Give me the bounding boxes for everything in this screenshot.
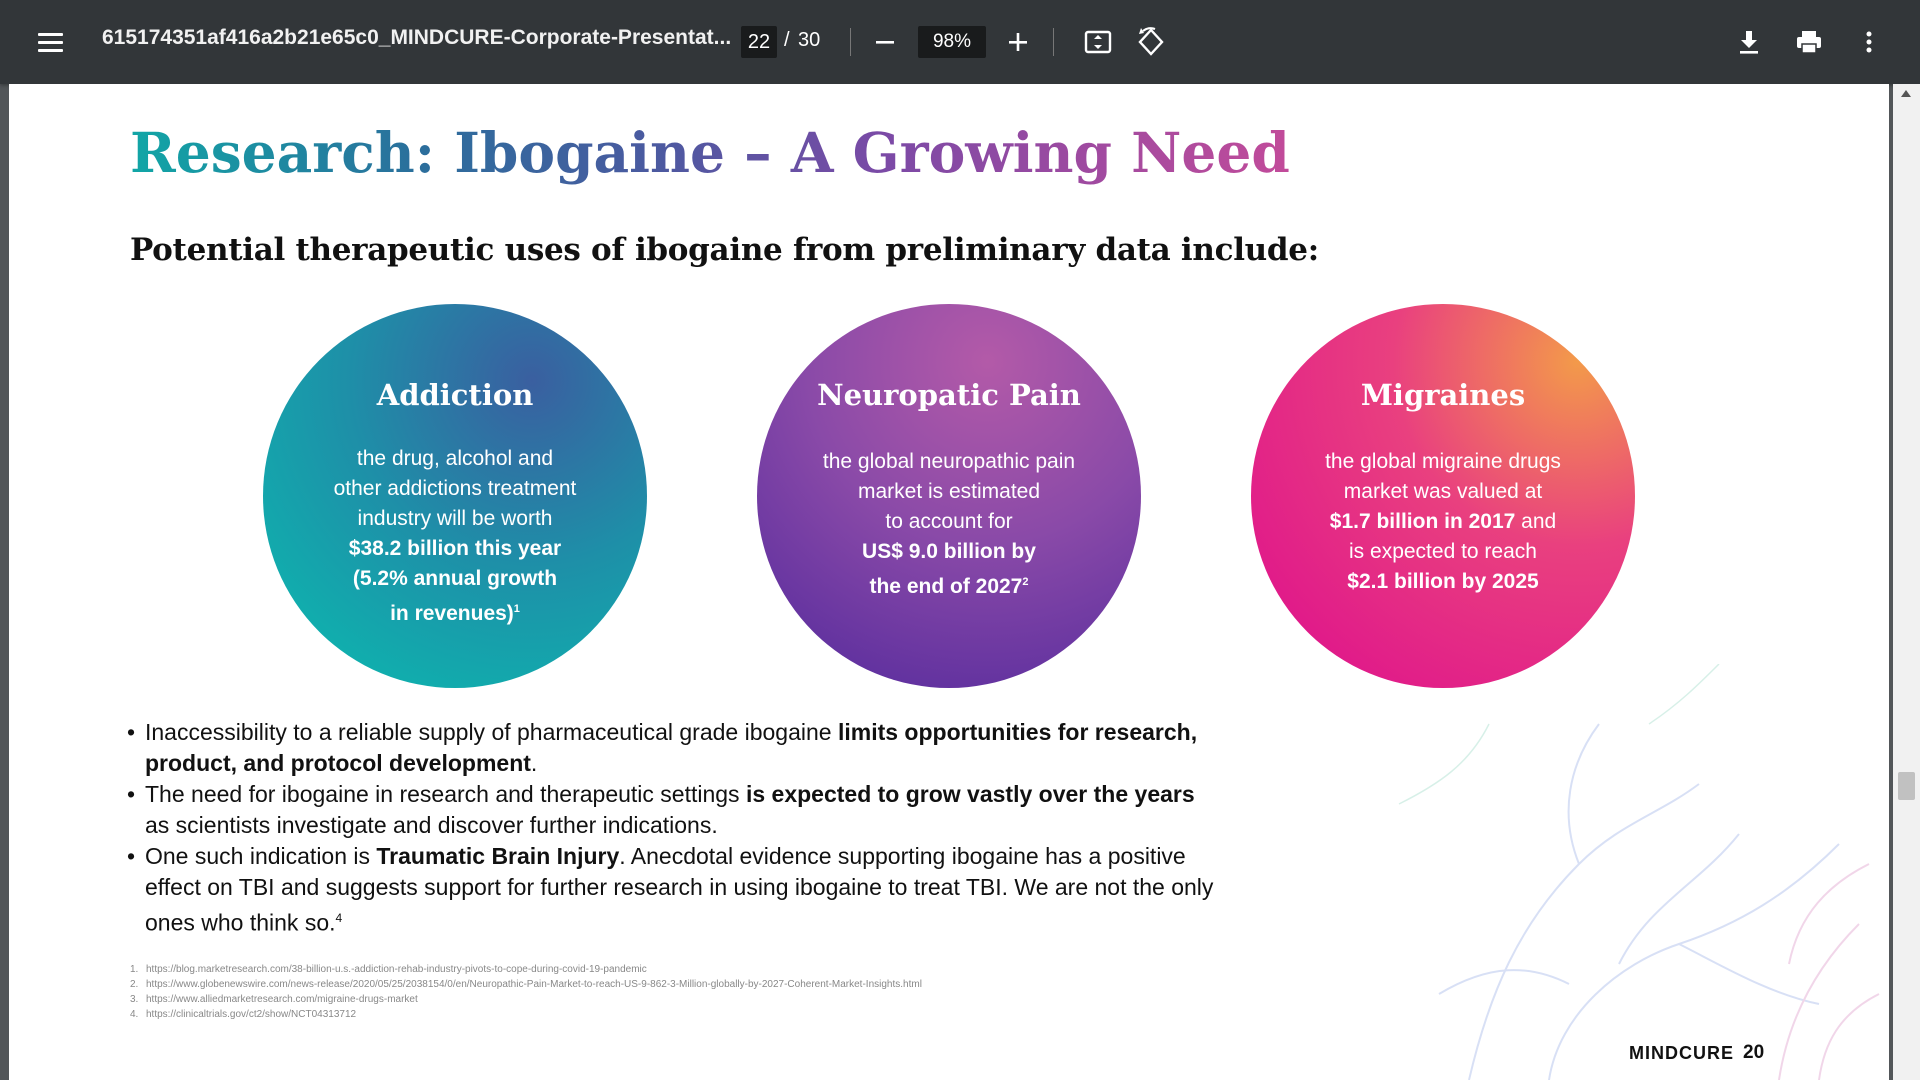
circle-text: market was valued at <box>1343 480 1543 503</box>
circle-highlight-text: the end of 2027 <box>869 575 1023 598</box>
bullet-text: Inaccessibility to a reliable supply of pharmaceutical grade ibogaine <box>145 719 838 745</box>
fit-to-page-button[interactable] <box>1078 22 1118 62</box>
circle-highlight: (5.2% annual growth <box>352 567 558 590</box>
zoom-level-input[interactable]: 98% <box>918 26 986 58</box>
menu-icon[interactable] <box>31 25 71 59</box>
circle-body <box>1291 447 1595 597</box>
footnote <box>130 977 922 992</box>
footnote-link[interactable]: https://blog.marketresearch.com/38-billion-u.s.-addiction-rehab-industry-pivots-to-cope-during-covid-19-pandemic <box>146 964 647 975</box>
fit-page-icon <box>1078 22 1118 62</box>
footnote-link[interactable]: https://clinicaltrials.gov/ct2/show/NCT04313712 <box>146 1009 357 1020</box>
list-item <box>127 841 1217 939</box>
brand-logo: MINDCURE <box>1629 1043 1734 1063</box>
more-vertical-icon <box>1849 22 1889 62</box>
circle-highlight <box>303 594 607 629</box>
toolbar-divider <box>850 28 851 56</box>
toolbar-divider <box>1053 28 1054 56</box>
footnote-number: 4. <box>130 1009 139 1020</box>
document-title: 615174351af416a2b21e65c0_MINDCURE-Corporate-Presentat... <box>102 26 732 49</box>
footnotes <box>130 962 922 1022</box>
rotate-button[interactable] <box>1131 22 1171 62</box>
list-item <box>127 717 1217 779</box>
scrollbar-thumb[interactable] <box>1898 772 1915 800</box>
bullet-bold: is expected to grow vastly over the years <box>745 781 1195 807</box>
footnote <box>130 1007 922 1022</box>
circle-title: Neuropatic Pain <box>817 378 1081 412</box>
addiction-circle <box>263 304 647 688</box>
circle-body <box>303 444 607 629</box>
footnote <box>130 962 922 977</box>
slide-subheading: Potential therapeutic uses of ibogaine from preliminary data include: <box>130 232 1319 268</box>
page-number-input[interactable]: 22 <box>741 26 777 58</box>
circle-text: other addictions treatment <box>333 477 577 500</box>
footnote-number: 2. <box>130 979 139 990</box>
circle-highlight: US$ 9.0 billion by <box>862 540 1036 563</box>
footnote-number: 3. <box>130 994 139 1005</box>
bullet-text: as scientists investigate and discover further indications. <box>145 812 718 838</box>
pdf-page <box>9 84 1889 1080</box>
zoom-out-button[interactable] <box>865 22 905 62</box>
download-icon <box>1729 22 1769 62</box>
circle-text-part: and <box>1515 510 1557 533</box>
circle-title: Migraines <box>1360 378 1526 412</box>
circle-highlight: $1.7 billion in 2017 <box>1329 510 1516 533</box>
pdf-toolbar <box>0 0 1920 84</box>
circle-text: the global neuropathic pain <box>822 450 1076 473</box>
decorative-neuron-graphic <box>1319 664 1889 1080</box>
page-separator: / <box>784 29 790 51</box>
slide-page-number: 20 <box>1743 1042 1765 1063</box>
bullet-text: . Anecdotal evidence supporting ibogaine has a positive effect on TBI and suggests support for further research in using ibogaine to treat TBI. We are not the only ones who think so. <box>145 843 1214 936</box>
circle-text: to account for <box>885 510 1013 533</box>
slide-heading: Research: Ibogaine – A Growing Need <box>130 120 1290 185</box>
circle-highlight-text: in revenues) <box>390 602 514 625</box>
circle-highlight <box>797 567 1101 602</box>
circle-highlight: $2.1 billion by 2025 <box>1347 570 1539 593</box>
list-item <box>127 779 1217 841</box>
footnote-ref: 2 <box>1022 576 1029 588</box>
circle-text: the global migraine drugs <box>1325 450 1561 473</box>
circle-text: market is estimated <box>857 480 1041 503</box>
footnote-ref: 4 <box>335 911 343 925</box>
plus-icon <box>998 22 1038 62</box>
rotate-icon <box>1131 22 1171 62</box>
circle-title: Addiction <box>376 378 534 412</box>
footnote-link[interactable]: https://www.alliedmarketresearch.com/migraine-drugs-market <box>146 994 418 1005</box>
circle-text: the drug, alcohol and <box>356 447 554 470</box>
print-icon <box>1789 22 1829 62</box>
neuropathic-pain-circle <box>757 304 1141 688</box>
download-button[interactable] <box>1729 22 1769 62</box>
bullet-text: The need for ibogaine in research and therapeutic settings <box>145 781 746 807</box>
scrollbar[interactable] <box>1893 84 1920 1080</box>
bullet-text: . <box>530 750 538 776</box>
migraines-circle <box>1251 304 1635 688</box>
zoom-in-button[interactable] <box>998 22 1038 62</box>
footnote-link[interactable]: https://www.globenewswire.com/news-release/2020/05/25/2038154/0/en/Neuropathic-Pain-Market-to-reach-US-9-862-3-Million-globally-by-2027-Coherent-Market-Insights.html <box>146 979 922 990</box>
more-options-button[interactable] <box>1849 22 1889 62</box>
bullet-bold: Traumatic Brain Injury <box>376 843 620 869</box>
minus-icon <box>865 22 905 62</box>
bullet-list <box>127 717 1217 939</box>
page-total: 30 <box>798 29 821 51</box>
bullet-text: One such indication is <box>145 843 377 869</box>
circle-text: is expected to reach <box>1349 540 1537 563</box>
print-button[interactable] <box>1789 22 1829 62</box>
footnote-number: 1. <box>130 964 139 975</box>
circle-body <box>797 447 1101 602</box>
scroll-up-icon[interactable] <box>1901 90 1911 97</box>
circle-text <box>1291 507 1595 537</box>
circle-text: industry will be worth <box>357 507 553 530</box>
bullet-bold: limits opportunities for research, product, and protocol development <box>145 719 1198 776</box>
footnote-ref: 1 <box>513 603 520 615</box>
footnote <box>130 992 922 1007</box>
circle-highlight: $38.2 billion this year <box>348 537 562 560</box>
